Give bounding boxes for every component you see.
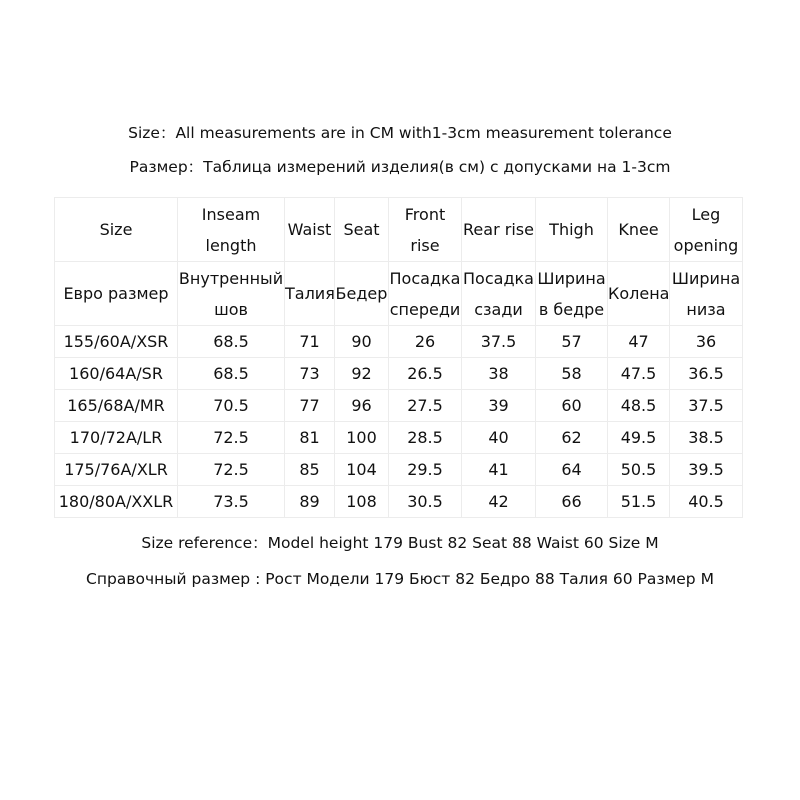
header-text: opening (673, 235, 739, 255)
header-text: Бедер (335, 284, 388, 303)
header-cell (335, 262, 389, 326)
measurement-cell: 108 (335, 486, 389, 518)
size-cell: 175/76A/XLR (55, 454, 178, 486)
header-text: шов (214, 299, 248, 319)
header-text: Талия (285, 284, 335, 303)
header-text: Ширина (537, 268, 606, 288)
header-cell (55, 262, 178, 326)
header-cell (389, 198, 462, 262)
size-cell: 180/80A/XXLR (55, 486, 178, 518)
measurement-cell: 30.5 (389, 486, 462, 518)
measurement-cell: 66 (536, 486, 608, 518)
measurement-cell: 42 (462, 486, 536, 518)
table-row (55, 422, 743, 454)
size-cell: 155/60A/XSR (55, 326, 178, 358)
measurement-cell: 38 (462, 358, 536, 390)
measurement-cell: 49.5 (608, 422, 670, 454)
header-text: Внутренный (178, 268, 284, 288)
measurement-cell: 57 (536, 326, 608, 358)
header-row-russian (55, 262, 743, 326)
measurement-cell: 89 (285, 486, 335, 518)
header-row-english (55, 198, 743, 262)
header-cell (178, 262, 285, 326)
measurement-cell: 70.5 (178, 390, 285, 422)
measurement-cell: 51.5 (608, 486, 670, 518)
header-text: Посадка (389, 268, 461, 288)
measurement-cell: 39 (462, 390, 536, 422)
header-text: низа (686, 299, 726, 319)
header-cell (389, 262, 462, 326)
header-text: Rear rise (463, 220, 534, 239)
table-row (55, 486, 743, 518)
header-text: Посадка (463, 268, 534, 288)
table-row (55, 326, 743, 358)
measurement-cell: 58 (536, 358, 608, 390)
measurement-cell: 73.5 (178, 486, 285, 518)
table-row (55, 390, 743, 422)
measurement-cell: 50.5 (608, 454, 670, 486)
table-row (55, 454, 743, 486)
measurement-cell: 73 (285, 358, 335, 390)
header-text: в бедре (538, 299, 605, 319)
measurement-cell: 48.5 (608, 390, 670, 422)
measurement-cell: 92 (335, 358, 389, 390)
size-table (54, 197, 743, 518)
measurement-cell: 90 (335, 326, 389, 358)
header-text: Front (404, 204, 446, 224)
title-english: Size：All measurements are in CM with1-3cm measurement tolerance (128, 124, 672, 142)
size-reference-english: Size reference：Model height 179 Bust 82 Seat 88 Waist 60 Size M (141, 534, 659, 552)
measurement-cell: 28.5 (389, 422, 462, 454)
header-text: спереди (389, 299, 461, 319)
header-text: rise (410, 235, 440, 255)
header-text: Size (99, 220, 133, 239)
measurement-cell: 37.5 (670, 390, 743, 422)
header-text: Евро размер (63, 284, 169, 303)
header-text: Inseam (201, 204, 261, 224)
header-text: length (205, 235, 257, 255)
measurement-cell: 39.5 (670, 454, 743, 486)
header-cell (462, 198, 536, 262)
table-row (55, 358, 743, 390)
header-cell (670, 262, 743, 326)
measurement-cell: 72.5 (178, 454, 285, 486)
header-cell (608, 262, 670, 326)
measurement-cell: 29.5 (389, 454, 462, 486)
measurement-cell: 26.5 (389, 358, 462, 390)
header-cell (178, 198, 285, 262)
measurement-cell: 60 (536, 390, 608, 422)
measurement-cell: 68.5 (178, 326, 285, 358)
header-cell (335, 198, 389, 262)
measurement-cell: 81 (285, 422, 335, 454)
measurement-cell: 26 (389, 326, 462, 358)
measurement-cell: 36.5 (670, 358, 743, 390)
header-cell (462, 262, 536, 326)
header-text: сзади (474, 299, 523, 319)
measurement-cell: 41 (462, 454, 536, 486)
size-cell: 165/68A/MR (55, 390, 178, 422)
measurement-cell: 47.5 (608, 358, 670, 390)
header-text: Ширина (671, 268, 741, 288)
measurement-cell: 36 (670, 326, 743, 358)
measurement-cell: 96 (335, 390, 389, 422)
header-cell (285, 262, 335, 326)
measurement-cell: 64 (536, 454, 608, 486)
header-text: Seat (343, 220, 380, 239)
measurement-cell: 100 (335, 422, 389, 454)
header-cell (670, 198, 743, 262)
measurement-cell: 40.5 (670, 486, 743, 518)
measurement-cell: 62 (536, 422, 608, 454)
header-text: Thigh (549, 220, 594, 239)
measurement-cell: 77 (285, 390, 335, 422)
measurement-cell: 38.5 (670, 422, 743, 454)
header-text: Knee (618, 220, 659, 239)
measurement-cell: 27.5 (389, 390, 462, 422)
measurement-cell: 72.5 (178, 422, 285, 454)
header-cell (536, 262, 608, 326)
title-russian: Размер：Таблица измерений изделия(в см) с допусками на 1-3cm (129, 158, 671, 176)
header-text: Колена (608, 284, 670, 303)
header-cell (608, 198, 670, 262)
measurement-cell: 71 (285, 326, 335, 358)
header-cell (285, 198, 335, 262)
size-cell: 160/64A/SR (55, 358, 178, 390)
size-cell: 170/72A/LR (55, 422, 178, 454)
header-text: Leg (691, 204, 721, 224)
measurement-cell: 47 (608, 326, 670, 358)
measurement-cell: 85 (285, 454, 335, 486)
size-reference-russian: Справочный размер : Рост Модели 179 Бюст 82 Бедро 88 Талия 60 Размер M (86, 570, 714, 588)
measurement-cell: 68.5 (178, 358, 285, 390)
header-text: Waist (287, 220, 332, 239)
measurement-cell: 40 (462, 422, 536, 454)
measurement-cell: 104 (335, 454, 389, 486)
measurement-cell: 37.5 (462, 326, 536, 358)
header-cell (536, 198, 608, 262)
header-cell (55, 198, 178, 262)
